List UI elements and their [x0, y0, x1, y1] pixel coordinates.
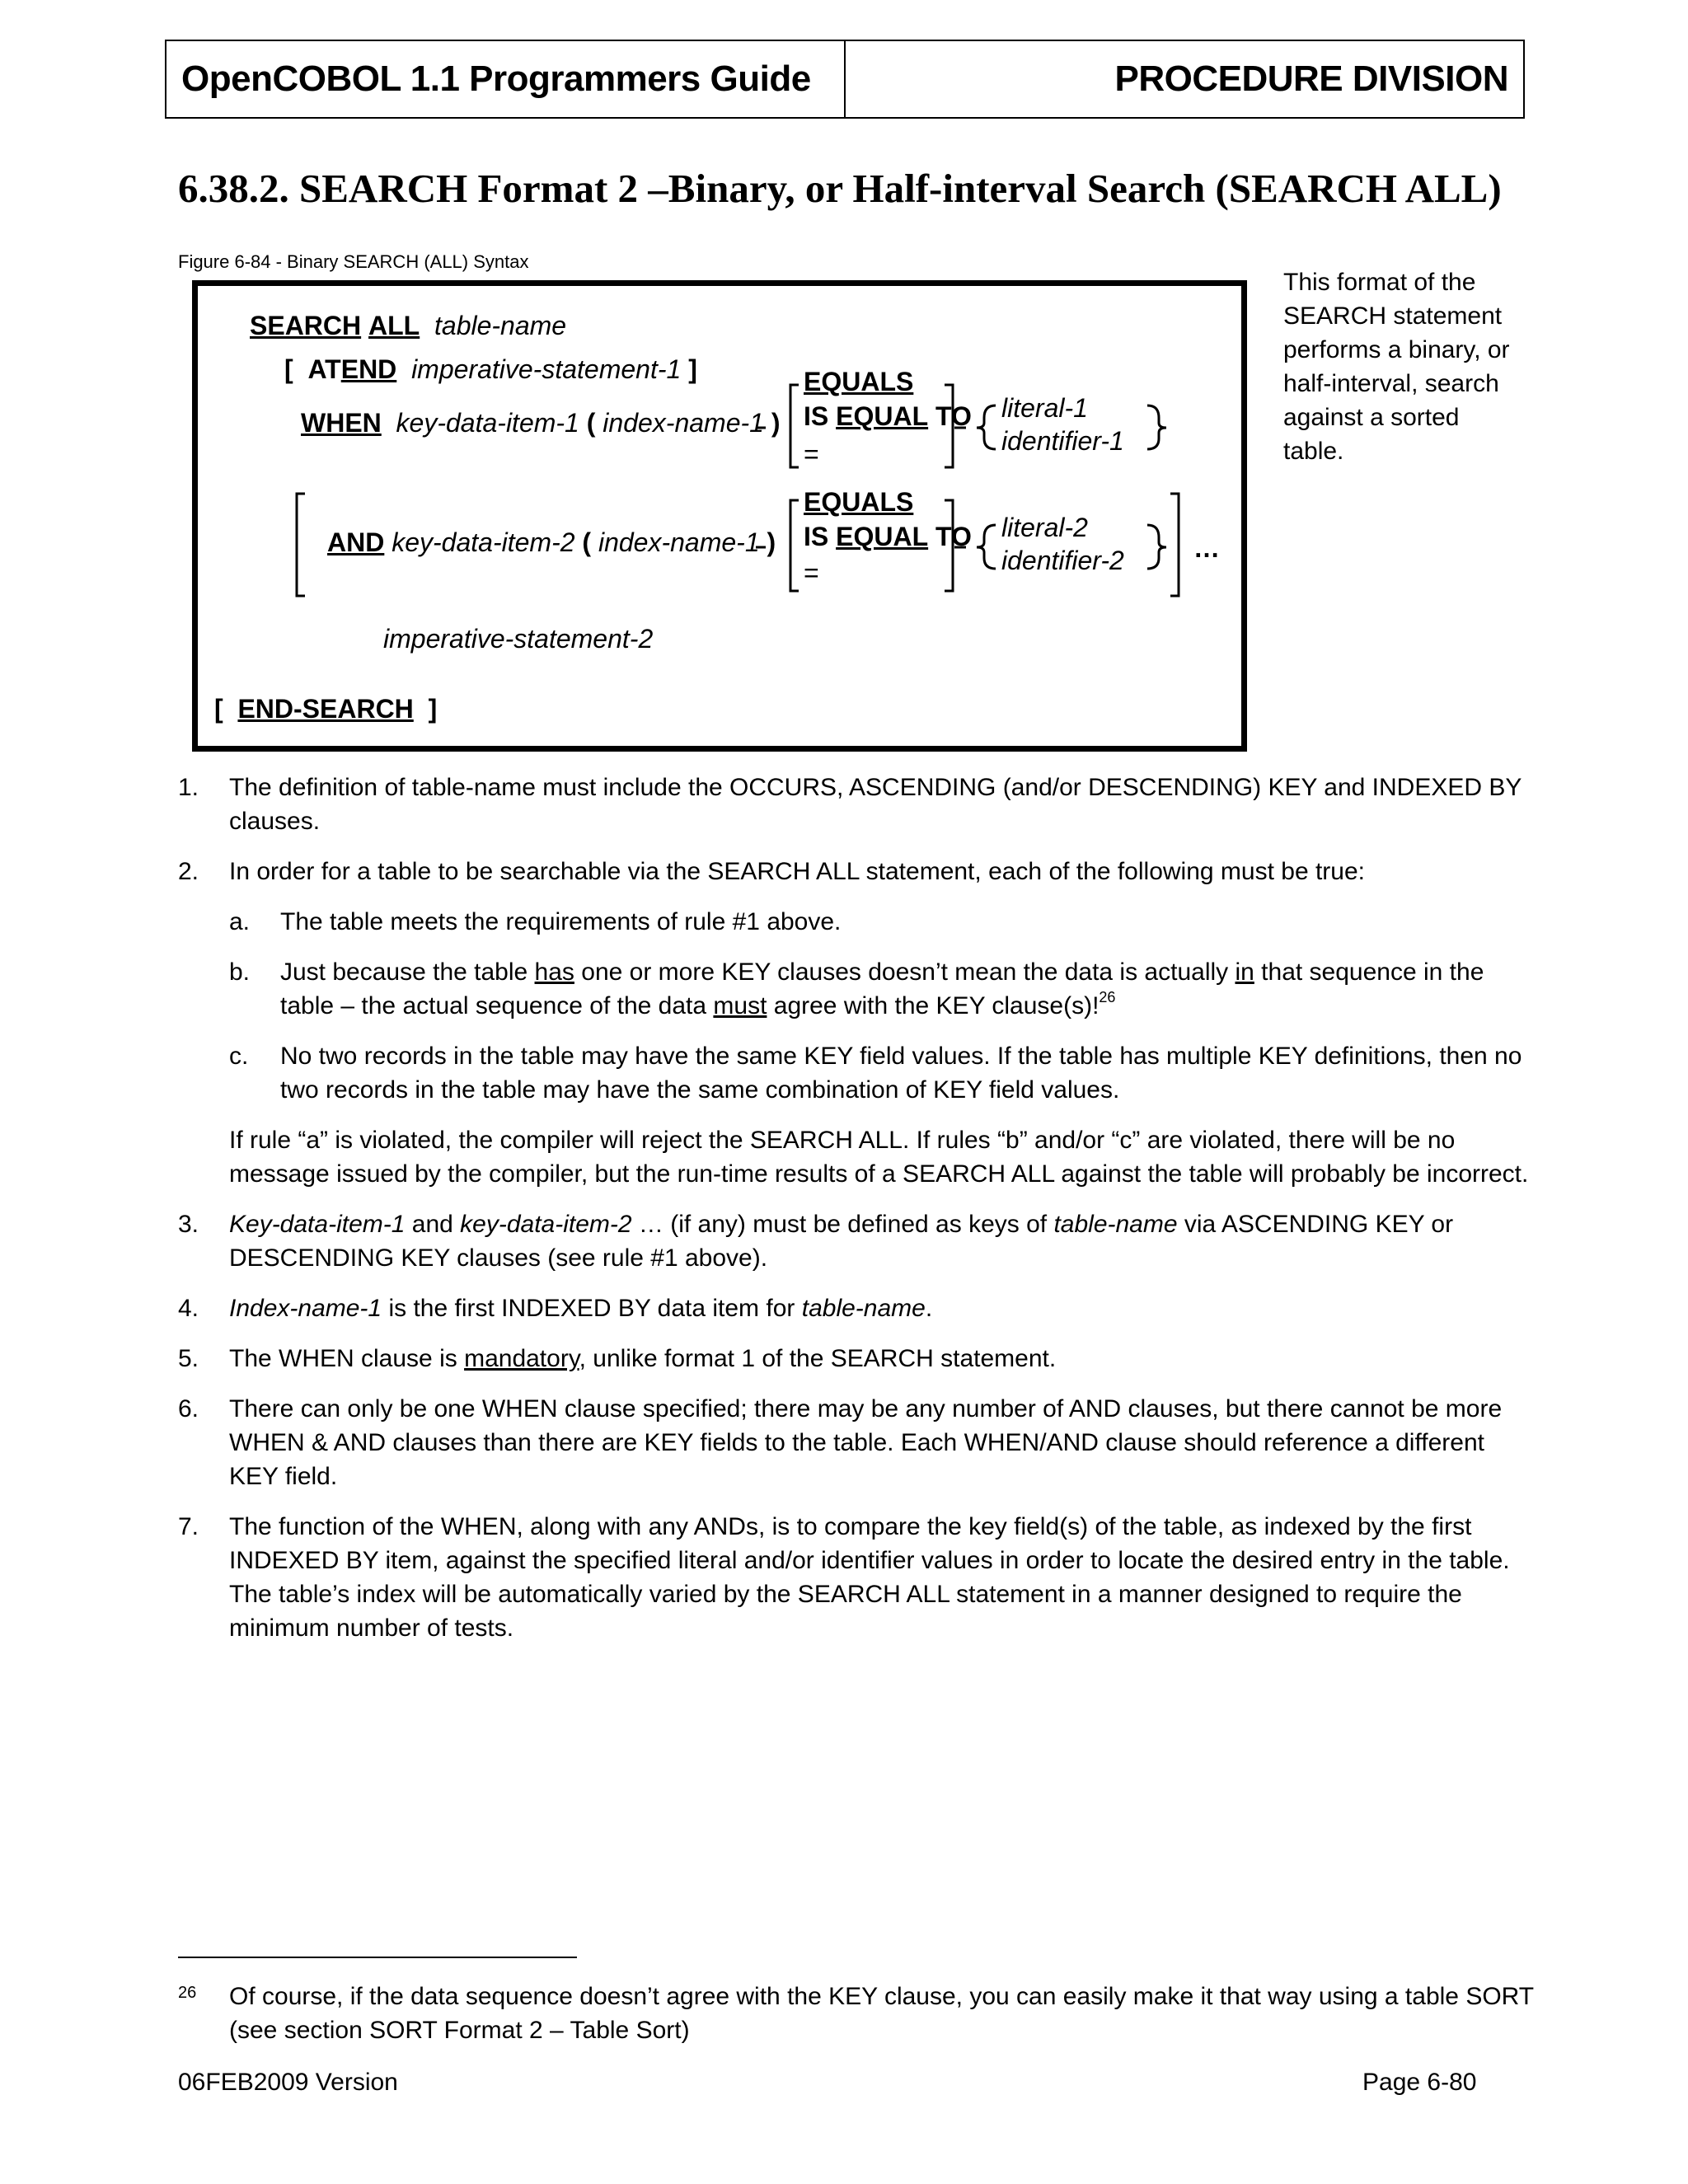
syntax-end-search: [ END-SEARCH ]	[214, 694, 438, 724]
syntax-eq-sign-1: =	[804, 439, 819, 469]
curly-brace-left-1	[977, 405, 996, 449]
syntax-eq-sign-2: =	[804, 558, 819, 588]
syntax-is-equal-to-2: IS EQUAL TO	[804, 522, 972, 551]
choice-bracket-left-1	[790, 385, 799, 467]
footnote-reference: 26	[1099, 989, 1116, 1005]
figure-caption: Figure 6-84 - Binary SEARCH (ALL) Syntax	[178, 251, 529, 272]
syntax-is-equal-to-1: IS EQUAL TO	[804, 401, 972, 431]
footer-version: 06FEB2009 Version	[178, 2069, 398, 2096]
syntax-identifier-2: identifier-2	[1001, 546, 1124, 575]
rule-4: 4. Index-name-1 is the first INDEXED BY data item for table-name.	[178, 1295, 933, 1322]
and-bracket-right	[1170, 494, 1179, 596]
rule-5: 5. The WHEN clause is mandatory, unlike format 1 of the SEARCH statement.	[178, 1345, 1057, 1372]
header-division-title: PROCEDURE DIVISION	[1114, 59, 1508, 99]
page-header	[165, 40, 1525, 119]
rule-7: 7. The function of the WHEN, along with any ANDs, is to compare the key field(s) of the table, as indexed by the first INDEXED BY item, against the specified literal and/or identifier values in order to locate the desired entry in the table. The table’s index will be automatically varied by the SEARCH ALL statement in a manner designed to require the minimum number of tests.	[178, 1513, 1510, 1642]
syntax-line-when: WHEN key-data-item-1 ( index-name-1 )	[301, 408, 781, 438]
rule-1: 1. The definition of table-name must include the OCCURS, ASCENDING (and/or DESCENDING) KEY and INDEXED BY clauses.	[178, 774, 1522, 835]
syntax-imperative-2: imperative-statement-2	[383, 624, 654, 654]
rule-6: 6. There can only be one WHEN clause specified; there may be any number of AND clauses, but there cannot be more WHEN & AND clauses than there are KEY fields to the table. Each WHEN/AND clause should reference a different KEY field.	[178, 1395, 1503, 1490]
rule-2c: c. No two records in the table may have the same KEY field values. If the table has multiple KEY definitions, then no two records in the table may have the same combination of KEY field values.	[229, 1043, 1522, 1104]
syntax-line-search-all: SEARCH ALL table-name	[250, 311, 567, 340]
syntax-literal-2: literal-2	[1001, 513, 1088, 542]
rules-list	[178, 771, 1530, 1661]
curly-brace-right-1	[1147, 405, 1166, 449]
syntax-ellipsis: …	[1193, 533, 1220, 563]
section-title: 6.38.2. SEARCH Format 2 –Binary, or Half-interval Search (SEARCH ALL)	[178, 166, 1502, 211]
footnote-number: 26	[178, 1984, 197, 2002]
and-bracket-left	[297, 494, 305, 596]
choice-bracket-left-2	[790, 500, 799, 591]
syntax-line-at-end: [ ATEND imperative-statement-1 ]	[284, 354, 697, 384]
footnote-text: Of course, if the data sequence doesn’t agree with the KEY clause, you can easily make it that way using a table SORT (see section SORT Format 2 – Table Sort)	[229, 1983, 1534, 2044]
syntax-equals-2: EQUALS	[804, 487, 914, 517]
rule-2a: a. The table meets the requirements of rule #1 above.	[229, 908, 842, 935]
syntax-diagram	[192, 280, 1247, 752]
syntax-line-and: AND key-data-item-2 ( index-name-1 )	[327, 527, 776, 557]
footer-page-number: Page 6-80	[1362, 2069, 1477, 2096]
header-guide-title: OpenCOBOL 1.1 Programmers Guide	[166, 41, 846, 117]
rule-3: 3. Key-data-item-1 and key-data-item-2 … (if any) must be defined as keys of table-name via ASCENDING KEY or DESCENDING KEY clauses (see rule #1 above).	[178, 1211, 1454, 1272]
footnote	[178, 1980, 1548, 2047]
rule-2-paragraph: If rule “a” is violated, the compiler will reject the SEARCH ALL. If rules “b” and/or “c” are violated, there will be no message issued by the compiler, but the run-time results of a SEARCH ALL against the table will probably be incorrect.	[229, 1127, 1529, 1188]
footnote-divider	[178, 1957, 577, 1958]
syntax-equals-1: EQUALS	[804, 367, 914, 396]
curly-brace-left-2	[977, 525, 996, 569]
curly-brace-right-2	[1147, 525, 1166, 569]
rule-2: 2. In order for a table to be searchable via the SEARCH ALL statement, each of the following must be true: a. The table meets the requirements of rule #1 above. b. Just because the table has one or more KEY clauses doesn’t mean the data is actually in that sequence in the table – the actual sequence of the data must agree with the KEY clause(s)!$^{26}$ c. No two records in the table may have the same KEY field values. If the table has multiple KEY definitions, then no two records in the table may have the same combination of KEY field values. If rule “a” is violated, the compiler will reject the SEARCH ALL. If rules “b” and/or “c” are violated, there will be no message issued by the compiler, but the run-time results of a SEARCH ALL against the table will probably be incorrect.	[178, 855, 1530, 1191]
rule-2b: b. Just because the table has one or more KEY clauses doesn’t mean the data is actually in that sequence in the table – the actual sequence of the data must agree with the KEY clause(s)!$^{26}$	[229, 958, 1484, 1019]
syntax-literal-1: literal-1	[1001, 393, 1088, 423]
side-note: This format of the SEARCH statement performs a binary, or half-interval, search against a sorted table.	[1283, 269, 1510, 465]
syntax-identifier-1: identifier-1	[1001, 426, 1124, 456]
